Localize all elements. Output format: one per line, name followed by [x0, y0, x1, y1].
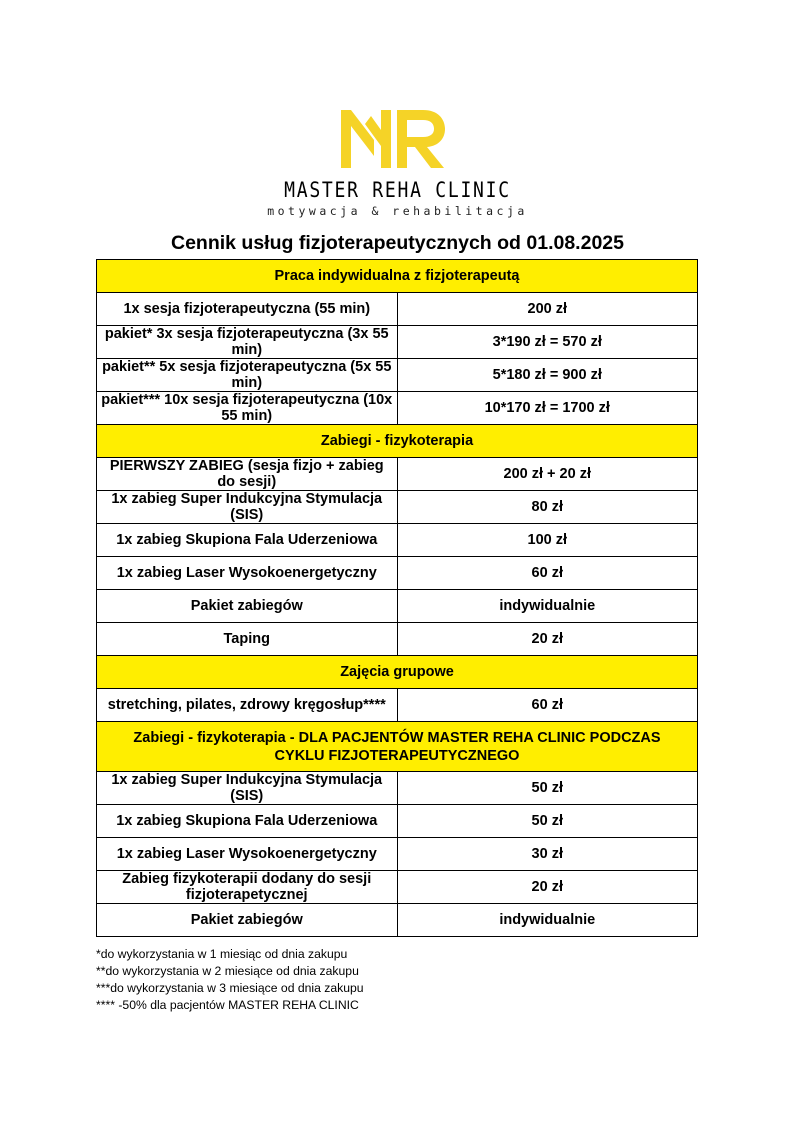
- price-cell: 5*180 zł = 900 zł: [397, 359, 698, 392]
- table-row: [97, 904, 698, 937]
- service-cell: 1x zabieg Super Indukcyjna Stymulacja (SIS): [97, 772, 398, 805]
- mr-logo-icon: [341, 106, 451, 168]
- price-cell: 30 zł: [397, 838, 698, 871]
- service-cell: Taping: [97, 623, 398, 656]
- service-cell: pakiet** 5x sesja fizjoterapeutyczna (5x 55 min): [97, 359, 398, 392]
- table-row: [97, 359, 698, 392]
- service-cell: Pakiet zabiegów: [97, 590, 398, 623]
- table-row: [97, 491, 698, 524]
- clinic-name: MASTER REHA CLINIC: [284, 178, 511, 202]
- section-heading: [97, 722, 698, 772]
- price-cell: 60 zł: [397, 689, 698, 722]
- section-heading: Zajęcia grupowe: [97, 656, 698, 689]
- price-cell: 10*170 zł = 1700 zł: [397, 392, 698, 425]
- footnotes: [96, 946, 364, 1014]
- section-header-patients: [97, 722, 698, 772]
- service-cell: Pakiet zabiegów: [97, 904, 398, 937]
- price-cell: 80 zł: [397, 491, 698, 524]
- footnote: **do wykorzystania w 2 miesiące od dnia zakupu: [96, 964, 359, 978]
- table-row: [97, 871, 698, 904]
- price-table: [96, 259, 698, 937]
- section-heading: Zabiegi - fizykoterapia: [97, 425, 698, 458]
- price-cell: 50 zł: [397, 772, 698, 805]
- table-row: [97, 458, 698, 491]
- clinic-tagline: motywacja & rehabilitacja: [267, 204, 528, 218]
- price-cell: 20 zł: [397, 871, 698, 904]
- section-header-individual: [97, 260, 698, 293]
- table-row: [97, 838, 698, 871]
- service-cell: PIERWSZY ZABIEG (sesja fizjo + zabieg do sesji): [97, 458, 398, 491]
- table-row: [97, 805, 698, 838]
- section-heading: Praca indywidualna z fizjoterapeutą: [97, 260, 698, 293]
- footnote: ***do wykorzystania w 3 miesiące od dnia zakupu: [96, 981, 364, 995]
- service-cell: 1x zabieg Skupiona Fala Uderzeniowa: [97, 805, 398, 838]
- table-row: [97, 524, 698, 557]
- price-cell: 100 zł: [397, 524, 698, 557]
- service-cell: 1x sesja fizjoterapeutyczna (55 min): [97, 293, 398, 326]
- clinic-logo: [0, 100, 795, 230]
- table-row: [97, 293, 698, 326]
- table-row: [97, 590, 698, 623]
- service-cell: pakiet*** 10x sesja fizjoterapeutyczna (10x 55 min): [97, 392, 398, 425]
- service-cell: Zabieg fizykoterapii dodany do sesji fizjoterapetycznej: [97, 871, 398, 904]
- section-heading-line: Zabiegi - fizykoterapia - DLA PACJENTÓW MASTER REHA CLINIC PODCZAS: [133, 729, 661, 746]
- table-row: [97, 689, 698, 722]
- price-cell: 20 zł: [397, 623, 698, 656]
- footnote: *do wykorzystania w 1 miesiąc od dnia zakupu: [96, 947, 348, 961]
- service-cell: 1x zabieg Super Indukcyjna Stymulacja (SIS): [97, 491, 398, 524]
- table-row: [97, 623, 698, 656]
- footnote: **** -50% dla pacjentów MASTER REHA CLINIC: [96, 998, 359, 1012]
- price-cell: indywidualnie: [397, 904, 698, 937]
- price-cell: 3*190 zł = 570 zł: [397, 326, 698, 359]
- service-cell: 1x zabieg Laser Wysokoenergetyczny: [97, 838, 398, 871]
- price-cell: indywidualnie: [397, 590, 698, 623]
- table-row: [97, 772, 698, 805]
- service-cell: pakiet* 3x sesja fizjoterapeutyczna (3x 55 min): [97, 326, 398, 359]
- price-cell: 200 zł: [397, 293, 698, 326]
- service-cell: 1x zabieg Laser Wysokoenergetyczny: [97, 557, 398, 590]
- section-header-group-classes: [97, 656, 698, 689]
- price-cell: 60 zł: [397, 557, 698, 590]
- table-row: [97, 557, 698, 590]
- section-header-physiotherapy: [97, 425, 698, 458]
- section-heading-line: CYKLU FIZJOTERAPEUTYCZNEGO: [274, 747, 520, 764]
- page-title: Cennik usług fizjoterapeutycznych od 01.08.2025: [171, 232, 624, 254]
- service-cell: stretching, pilates, zdrowy kręgosłup****: [97, 689, 398, 722]
- table-row: [97, 326, 698, 359]
- table-row: [97, 392, 698, 425]
- service-cell: 1x zabieg Skupiona Fala Uderzeniowa: [97, 524, 398, 557]
- price-cell: 50 zł: [397, 805, 698, 838]
- price-cell: 200 zł + 20 zł: [397, 458, 698, 491]
